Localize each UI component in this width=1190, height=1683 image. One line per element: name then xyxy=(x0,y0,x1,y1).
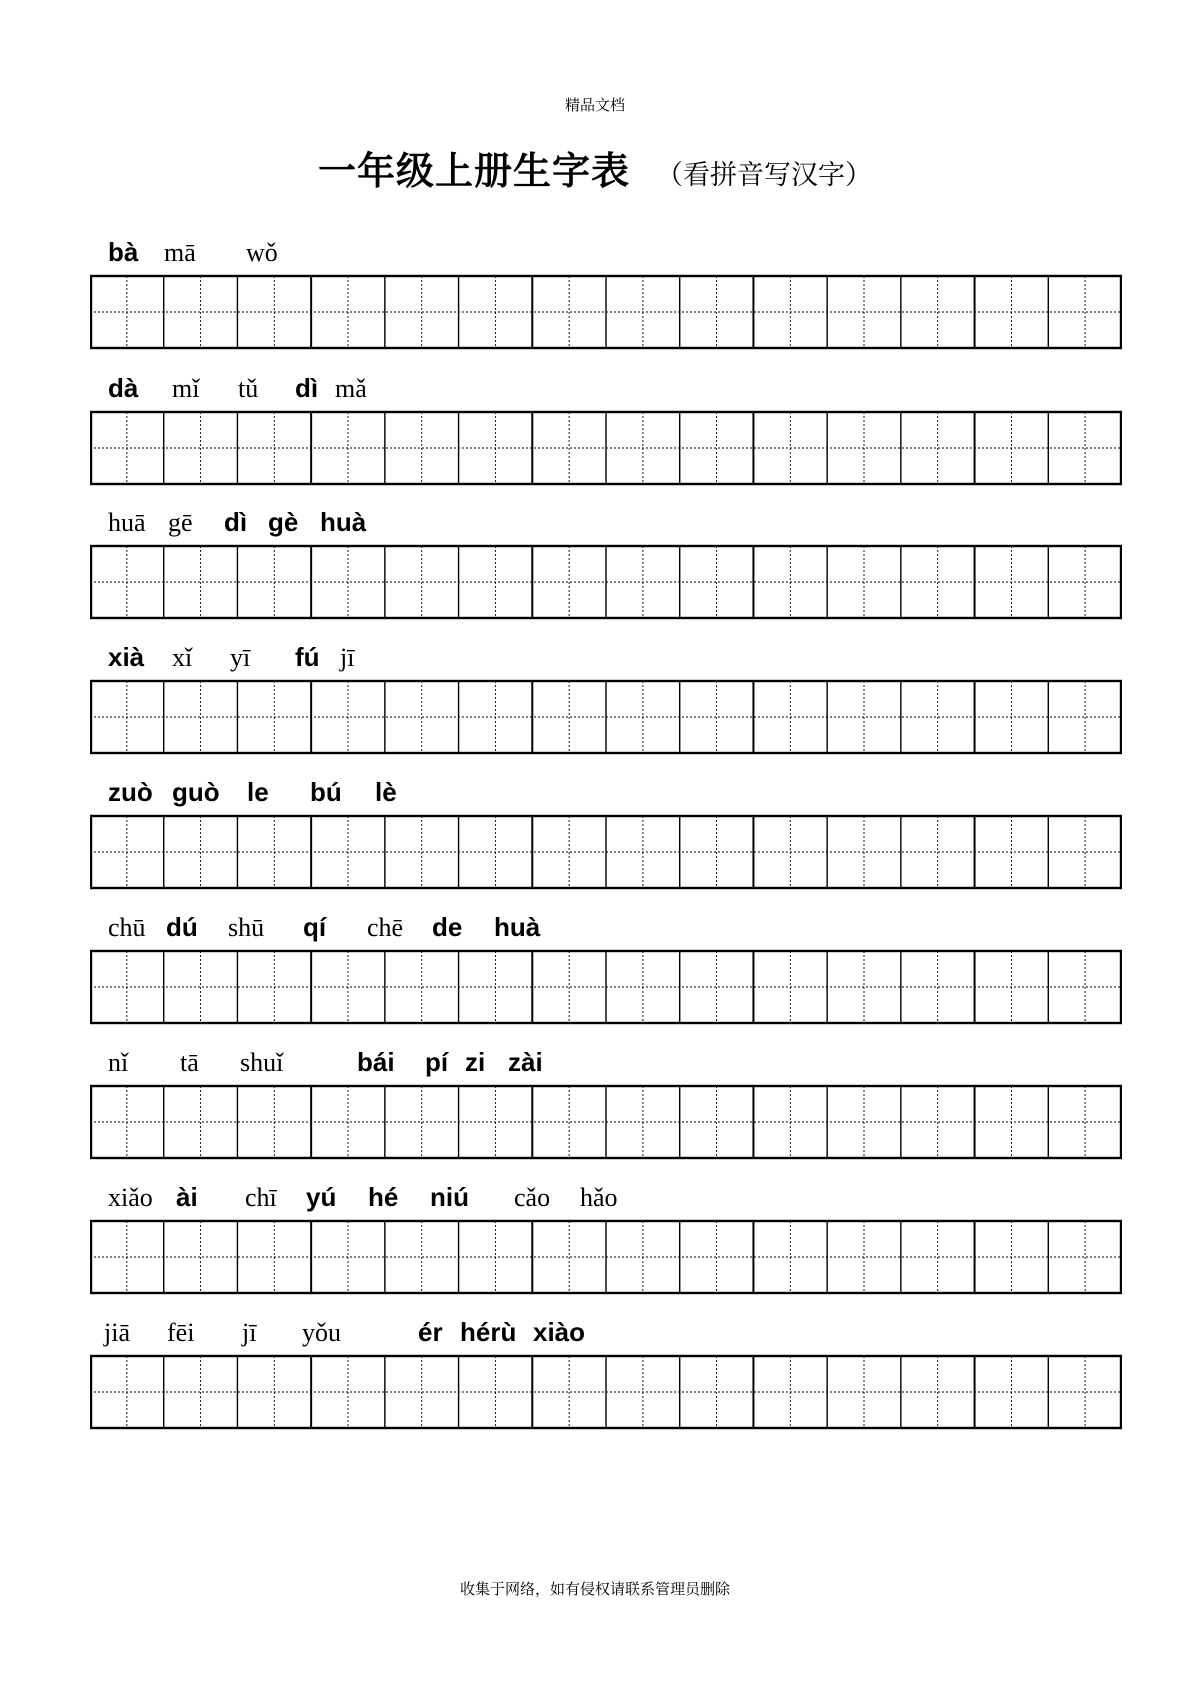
pinyin-word: gè xyxy=(268,507,299,537)
title-main: 一年级上册生字表 xyxy=(317,149,630,193)
pinyin-word: jī xyxy=(340,643,355,672)
pinyin-word: bái xyxy=(357,1047,395,1077)
pinyin-row xyxy=(90,1308,1122,1430)
pinyin-line xyxy=(90,903,1122,949)
pinyin-word: mā xyxy=(164,238,196,267)
pinyin-word: xià xyxy=(108,642,145,672)
pinyin-word: huà xyxy=(320,507,367,537)
header-note: 精品文档 xyxy=(564,96,625,114)
writing-grid xyxy=(90,274,1122,350)
pinyin-word: chē xyxy=(367,913,404,942)
pinyin-row xyxy=(90,633,1122,755)
pinyin-word: ài xyxy=(176,1182,198,1212)
pinyin-word: yú xyxy=(306,1182,337,1212)
writing-grid xyxy=(90,949,1122,1025)
pinyin-word: de xyxy=(432,912,463,942)
pinyin-line xyxy=(90,228,1122,274)
pinyin-word: lè xyxy=(375,777,397,807)
pinyin-word: ér xyxy=(418,1317,443,1347)
pinyin-word: xǐ xyxy=(172,643,193,672)
pinyin-word: gē xyxy=(168,508,193,537)
pinyin-word: hérù xyxy=(460,1317,517,1347)
pinyin-word: xiǎo xyxy=(108,1183,153,1212)
title-subtitle: （看拼音写汉字） xyxy=(656,160,872,191)
pinyin-word: niú xyxy=(430,1182,469,1212)
writing-grid xyxy=(90,544,1122,620)
pinyin-word: zài xyxy=(508,1047,543,1077)
pinyin-word: xiào xyxy=(533,1317,586,1347)
pinyin-word: bú xyxy=(310,777,342,807)
pinyin-word: dà xyxy=(108,373,139,403)
footer-note: 收集于网络，如有侵权请联系管理员删除 xyxy=(459,1580,730,1598)
pinyin-word: pí xyxy=(425,1047,449,1077)
pinyin-row xyxy=(90,768,1122,890)
pinyin-word: chī xyxy=(245,1183,277,1212)
pinyin-word: qí xyxy=(303,912,327,942)
pinyin-word: mǎ xyxy=(335,374,367,403)
pinyin-line xyxy=(90,768,1122,814)
pinyin-word: bà xyxy=(108,237,139,267)
pinyin-word: nǐ xyxy=(108,1048,129,1077)
pinyin-word: shuǐ xyxy=(240,1048,284,1077)
pinyin-row xyxy=(90,364,1122,486)
pinyin-word: tǔ xyxy=(238,374,259,403)
pinyin-word: tā xyxy=(180,1048,199,1077)
pinyin-word: hé xyxy=(368,1182,399,1212)
pinyin-word: guò xyxy=(172,777,220,807)
pinyin-word: chū xyxy=(108,913,146,942)
writing-grid xyxy=(90,1219,1122,1295)
writing-grid xyxy=(90,410,1122,486)
writing-grid xyxy=(90,1084,1122,1160)
pinyin-word: hǎo xyxy=(580,1183,618,1212)
pinyin-word: fú xyxy=(295,642,320,672)
pinyin-word: jiā xyxy=(104,1318,130,1347)
pinyin-word: fēi xyxy=(167,1318,195,1347)
writing-grid xyxy=(90,1354,1122,1430)
writing-grid xyxy=(90,679,1122,755)
pinyin-row xyxy=(90,1173,1122,1295)
pinyin-word: wǒ xyxy=(246,238,278,267)
pinyin-row xyxy=(90,498,1122,620)
pinyin-word: cǎo xyxy=(514,1183,551,1212)
pinyin-row xyxy=(90,903,1122,1025)
pinyin-word: shū xyxy=(228,913,265,942)
writing-grid xyxy=(90,814,1122,890)
pinyin-word: jī xyxy=(242,1318,257,1347)
pinyin-row xyxy=(90,1038,1122,1160)
pinyin-word: yī xyxy=(230,643,251,672)
pinyin-word: mǐ xyxy=(172,374,200,403)
pinyin-word: dì xyxy=(295,373,319,403)
pinyin-word: dì xyxy=(224,507,248,537)
pinyin-line xyxy=(90,1173,1122,1219)
pinyin-word: le xyxy=(247,777,269,807)
pinyin-word: yǒu xyxy=(302,1318,341,1347)
pinyin-row xyxy=(90,228,1122,350)
pinyin-word: huà xyxy=(494,912,541,942)
pinyin-line xyxy=(90,498,1122,544)
pinyin-line xyxy=(90,633,1122,679)
pinyin-word: huā xyxy=(108,508,146,537)
pinyin-line xyxy=(90,1038,1122,1084)
pinyin-word: dú xyxy=(166,912,198,942)
pinyin-line xyxy=(90,364,1122,410)
page-title xyxy=(0,140,1190,195)
pinyin-word: zuò xyxy=(108,777,153,807)
pinyin-line xyxy=(90,1308,1122,1354)
pinyin-word: zi xyxy=(465,1047,486,1077)
